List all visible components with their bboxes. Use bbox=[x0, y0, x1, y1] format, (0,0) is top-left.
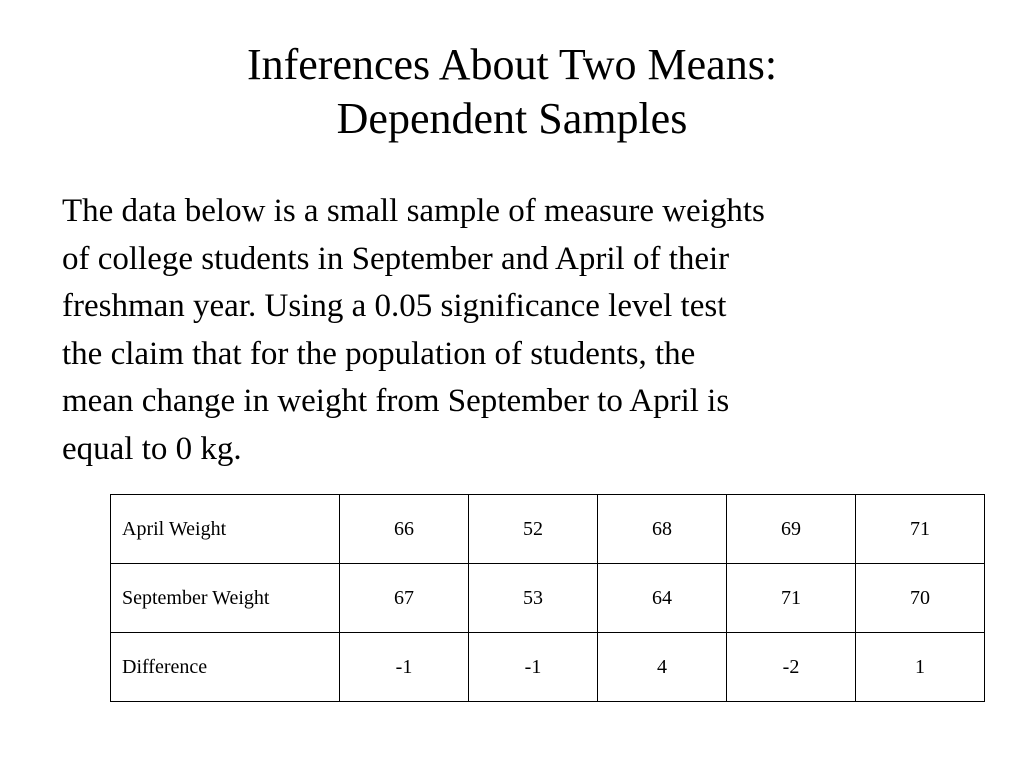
table-cell: 70 bbox=[856, 564, 985, 633]
problem-line-5: mean change in weight from September to April is bbox=[62, 383, 730, 419]
table-cell: -1 bbox=[469, 633, 598, 702]
weights-table bbox=[110, 494, 985, 702]
title-line-2: Dependent Samples bbox=[336, 94, 688, 143]
table-cell: 64 bbox=[598, 564, 727, 633]
row-label: September Weight bbox=[111, 564, 340, 633]
row-label: April Weight bbox=[111, 495, 340, 564]
table-cell: 71 bbox=[727, 564, 856, 633]
problem-line-3: freshman year. Using a 0.05 significance level test bbox=[62, 288, 727, 324]
table-row-april-weight bbox=[111, 495, 985, 564]
table-row-september-weight bbox=[111, 564, 985, 633]
table-cell: 67 bbox=[340, 564, 469, 633]
table-row-difference bbox=[111, 633, 985, 702]
problem-line-4: the claim that for the population of students, the bbox=[62, 335, 696, 372]
table-cell: 66 bbox=[340, 495, 469, 564]
table-cell: 68 bbox=[598, 495, 727, 564]
table-cell: 53 bbox=[469, 564, 598, 633]
table-cell: 71 bbox=[856, 495, 985, 564]
table-cell: -1 bbox=[340, 633, 469, 702]
row-label: Difference bbox=[111, 633, 340, 702]
title-line-1: Inferences About Two Means: bbox=[246, 40, 778, 89]
slide-title bbox=[0, 38, 1024, 146]
problem-statement bbox=[62, 188, 982, 473]
table-cell: -2 bbox=[727, 633, 856, 702]
table-cell: 69 bbox=[727, 495, 856, 564]
table-cell: 1 bbox=[856, 633, 985, 702]
problem-line-6: equal to 0 kg. bbox=[62, 430, 242, 467]
problem-line-2: of college students in September and April of their bbox=[62, 240, 730, 277]
table-cell: 52 bbox=[469, 495, 598, 564]
problem-line-1: The data below is a small sample of measure weights bbox=[62, 193, 765, 229]
table-cell: 4 bbox=[598, 633, 727, 702]
